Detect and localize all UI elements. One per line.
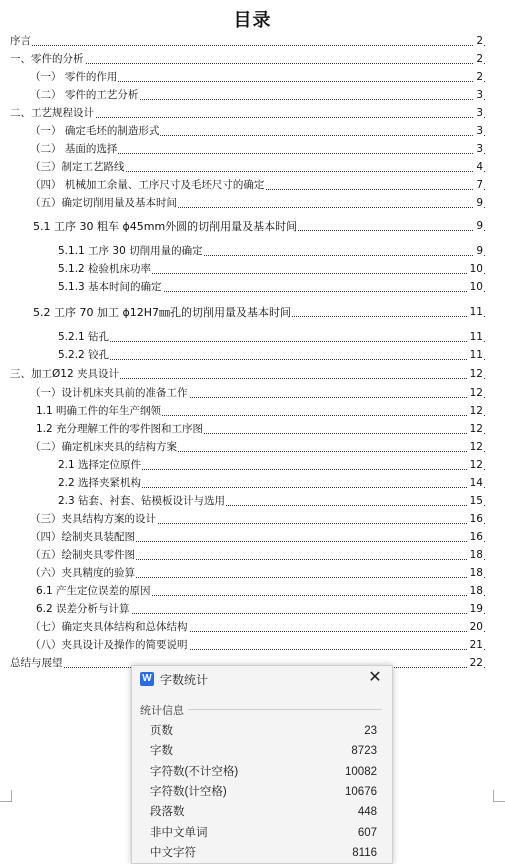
toc-entry-label: 5.1 工序 30 粗车 ϕ45mm外圆的切削用量及基本时间 <box>33 220 298 233</box>
toc-entry-page: 22 <box>469 657 483 669</box>
toc-entry-page: 9 <box>476 220 483 232</box>
toc-entry-label: （四）绘制夹具装配图 <box>30 531 135 543</box>
toc-entry-label: 5.1.2 检验机床功率 <box>58 263 152 275</box>
statistics-section-label: 统计信息 <box>140 705 184 717</box>
toc-entry-page: 12 <box>469 459 483 471</box>
toc-entry-page: 10 <box>469 263 483 275</box>
toc-entry-page: 2 <box>476 53 483 65</box>
toc-entry[interactable] <box>0 160 505 175</box>
toc-entry-page: 21 <box>469 639 483 651</box>
toc-entry-label: （五）确定切削用量及基本时间 <box>30 197 177 209</box>
toc-entry-page: 11 <box>469 306 483 318</box>
toc-entry-page: 10 <box>469 281 483 293</box>
toc-entry[interactable] <box>0 367 505 382</box>
toc-entry[interactable] <box>0 566 505 581</box>
toc-entry-label: 5.2.1 钻孔 <box>58 331 110 343</box>
toc-entry-page: 4 <box>476 161 483 173</box>
toc-entry-page: 18 <box>469 567 483 579</box>
toc-entry-label: （二）确定机床夹具的结构方案 <box>30 441 177 453</box>
toc-leader-dots <box>58 345 485 360</box>
toc-entry-page: 11 <box>469 331 483 343</box>
toc-entry-page: 12 <box>469 368 483 380</box>
toc-entry[interactable] <box>0 106 505 121</box>
toc-entry[interactable] <box>0 440 505 455</box>
toc-entry-label: 1.2 充分理解工件的零件图和工序图 <box>36 423 204 435</box>
toc-entry[interactable] <box>0 142 505 157</box>
statistic-label: 字数 <box>150 745 173 758</box>
toc-entry[interactable] <box>0 386 505 401</box>
toc-entry-page: 18 <box>469 585 483 597</box>
toc-entry[interactable] <box>0 348 505 363</box>
toc-entry-label: （一）设计机床夹具前的准备工作 <box>30 387 188 399</box>
toc-entry[interactable] <box>0 404 505 419</box>
statistic-row <box>132 802 392 822</box>
toc-entry-page: 12 <box>469 441 483 453</box>
toc-entry[interactable] <box>0 512 505 527</box>
toc-entry-page: 18 <box>469 549 483 561</box>
toc-entry-label: 5.1.1 工序 30 切削用量的确定 <box>58 245 203 257</box>
statistic-value: 8116 <box>352 846 377 859</box>
toc-entry-label: 5.2.2 铰孔 <box>58 349 110 361</box>
toc-entry-label: （三）夹具结构方案的设计 <box>30 513 156 525</box>
wps-writer-icon: W <box>140 672 154 686</box>
toc-entry-label: 2.1 选择定位原件 <box>58 459 142 471</box>
toc-entry[interactable] <box>0 530 505 545</box>
statistic-value: 607 <box>357 826 377 839</box>
toc-entry-page: 12 <box>469 405 483 417</box>
margin-corner-mark <box>493 790 505 802</box>
toc-entry-page: 20 <box>469 621 483 633</box>
toc-entry[interactable] <box>0 262 505 277</box>
toc-entry-label: （二） 零件的工艺分析 <box>30 89 139 101</box>
toc-entry-label: （一） 确定毛坯的制造形式 <box>30 125 160 137</box>
margin-corner-mark <box>0 790 12 802</box>
toc-entry-label: （三）制定工艺路线 <box>30 161 125 173</box>
toc-entry[interactable] <box>0 305 505 320</box>
toc-entry[interactable] <box>0 280 505 295</box>
toc-entry-page: 3 <box>476 125 483 137</box>
statistic-value: 8723 <box>351 745 377 758</box>
toc-entry-page: 16 <box>469 531 483 543</box>
toc-leader-dots <box>58 327 485 342</box>
word-count-dialog <box>131 665 393 864</box>
toc-entry[interactable] <box>0 494 505 509</box>
toc-entry[interactable] <box>0 70 505 85</box>
toc-entry-label: （四） 机械加工余量、工序尺寸及毛坯尺寸的确定 <box>30 179 265 191</box>
section-divider <box>188 709 382 710</box>
statistic-label: 字符数(计空格) <box>150 785 227 798</box>
toc-entry[interactable] <box>0 124 505 139</box>
toc-entry-label: 1.1 明确工件的年生产纲领 <box>36 405 162 417</box>
toc-entry-label: 2.2 选择夹紧机构 <box>58 477 142 489</box>
toc-entry[interactable] <box>0 178 505 193</box>
toc-entry-page: 12 <box>469 423 483 435</box>
document-title: 目录 <box>233 10 272 31</box>
toc-entry[interactable] <box>0 34 505 49</box>
statistic-row <box>132 843 392 863</box>
toc-entry-page: 15 <box>469 495 483 507</box>
toc-entry[interactable] <box>0 88 505 103</box>
toc-entry[interactable] <box>0 638 505 653</box>
statistic-label: 页数 <box>150 725 173 737</box>
statistic-row <box>132 762 392 782</box>
dialog-title: 字数统计 <box>160 673 209 687</box>
toc-entry[interactable] <box>0 548 505 563</box>
statistic-row <box>132 741 392 761</box>
toc-leader-dots <box>10 31 485 46</box>
toc-entry-label: （七）确定夹具体结构和总体结构 <box>30 621 188 633</box>
statistic-label: 字符数(不计空格) <box>150 765 239 778</box>
toc-entry-label: 二、工艺规程设计 <box>10 107 94 119</box>
toc-entry-label: （五）绘制夹具零件图 <box>30 549 135 561</box>
toc-entry-page: 19 <box>469 603 483 615</box>
toc-entry[interactable] <box>0 458 505 473</box>
toc-entry-page: 9 <box>476 245 483 257</box>
toc-entry[interactable] <box>0 422 505 437</box>
toc-entry[interactable] <box>0 602 505 617</box>
statistic-row <box>132 823 392 843</box>
toc-entry-label: （六）夹具精度的验算 <box>30 567 135 579</box>
toc-entry[interactable] <box>0 244 505 259</box>
toc-entry-label: 5.2 工序 70 加工 ϕ12H7㎜孔的切削用量及基本时间 <box>33 306 291 319</box>
toc-entry-page: 7 <box>476 179 483 191</box>
statistic-label: 段落数 <box>150 806 185 819</box>
toc-entry-label: （二） 基面的选择 <box>30 143 118 155</box>
toc-entry-label: 总结与展望 <box>10 657 63 669</box>
toc-entry-label: 一、零件的分析 <box>10 53 84 65</box>
toc-entry-label: 三、加工Ø12 夹具设计 <box>10 368 119 380</box>
statistic-row <box>132 721 392 741</box>
toc-entry-page: 9 <box>476 197 483 209</box>
toc-entry-page: 3 <box>476 89 483 101</box>
close-icon[interactable]: ✕ <box>368 669 382 686</box>
toc-entry[interactable] <box>0 52 505 67</box>
dialog-header[interactable] <box>132 666 392 692</box>
statistic-value: 10082 <box>345 765 377 778</box>
toc-entry-label: 2.3 钻套、衬套、钻模板设计与选用 <box>58 495 226 507</box>
toc-entry[interactable] <box>0 620 505 635</box>
statistic-value: 448 <box>357 806 377 819</box>
toc-entry-page: 3 <box>476 143 483 155</box>
toc-entry-page: 12 <box>469 387 483 399</box>
toc-entry-page: 2 <box>476 71 483 83</box>
toc-entry-page: 2 <box>476 35 483 47</box>
statistic-label: 中文字符 <box>150 846 196 859</box>
toc-entry[interactable] <box>0 476 505 491</box>
statistic-value: 10676 <box>345 785 377 798</box>
toc-entry[interactable] <box>0 330 505 345</box>
toc-entry-page: 11 <box>469 349 483 361</box>
toc-entry-page: 14 <box>469 477 483 489</box>
toc-entry-label: 6.1 产生定位误差的原因 <box>36 585 151 597</box>
toc-entry-label: 5.1.3 基本时间的确定 <box>58 281 162 293</box>
statistic-row <box>132 782 392 802</box>
toc-entry[interactable] <box>0 219 505 234</box>
toc-entry-label: 序言 <box>10 35 31 47</box>
statistic-label: 非中文单词 <box>150 826 208 839</box>
toc-entry[interactable] <box>0 196 505 211</box>
toc-entry[interactable] <box>0 584 505 599</box>
toc-entry-label: （一） 零件的作用 <box>30 71 118 83</box>
statistic-value: 23 <box>364 725 377 737</box>
toc-entry-label: （八）夹具设计及操作的简要说明 <box>30 639 188 651</box>
toc-entry-page: 3 <box>476 107 483 119</box>
toc-entry-label: 6.2 误差分析与计算 <box>36 603 130 615</box>
toc-entry-page: 16 <box>469 513 483 525</box>
